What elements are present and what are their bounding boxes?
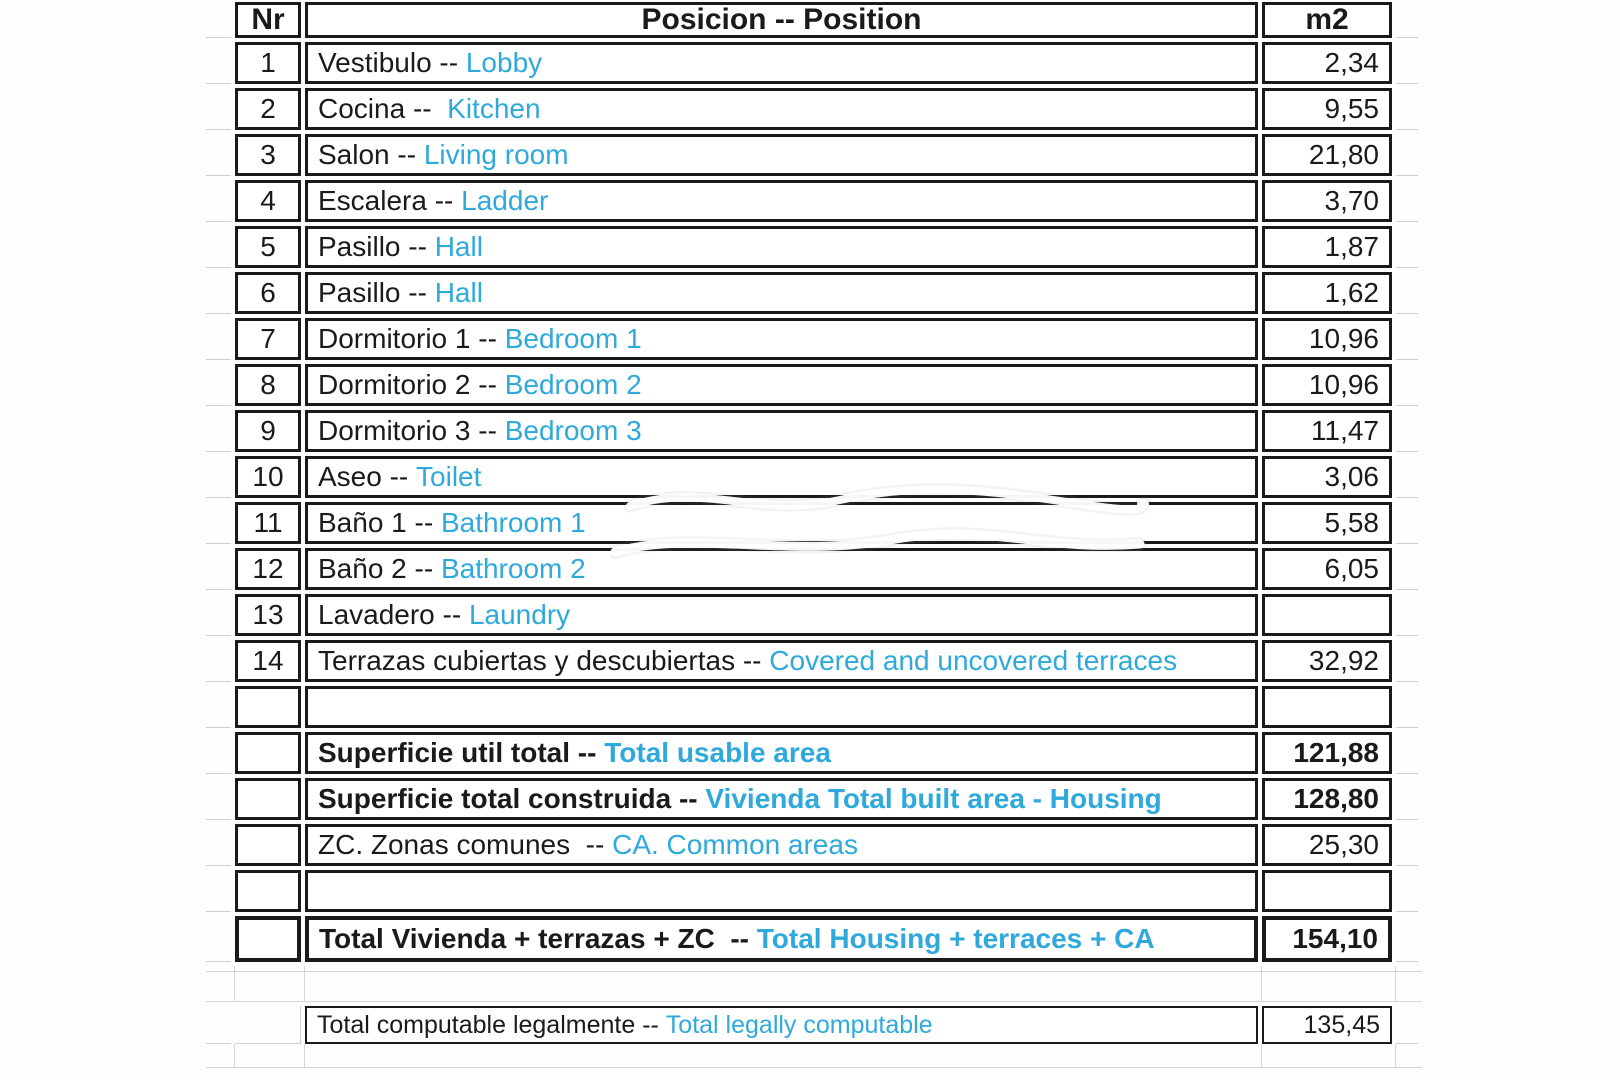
row-number-cell: 4: [235, 180, 301, 222]
row-number-cell: 6: [235, 272, 301, 314]
grand-total-row: [206, 916, 1422, 962]
left-gridline-stub: [206, 594, 231, 636]
table-row-11: [206, 502, 1422, 544]
right-gridline-stub: [1396, 134, 1418, 176]
right-gridline-stub: [1396, 272, 1418, 314]
position-cell: [305, 1006, 1258, 1044]
row-number-cell: 1: [235, 42, 301, 84]
english-label: Total legally computable: [665, 1010, 933, 1039]
english-label: Bathroom 2: [440, 553, 586, 584]
position-cell: [305, 318, 1258, 360]
header-position-label: Posicion -- Position: [641, 3, 922, 36]
table-row-7: [206, 318, 1422, 360]
table-row-10: [206, 456, 1422, 498]
spanish-label: Superficie total construida --: [318, 783, 706, 814]
left-gridline-stub: [206, 1006, 231, 1044]
english-label: Laundry: [468, 599, 571, 630]
spanish-label: Total Vivienda + terrazas + ZC --: [319, 923, 757, 954]
right-gridline-stub: [1396, 226, 1418, 268]
spanish-label: Dormitorio 3 --: [318, 415, 505, 446]
position-cell: [305, 594, 1258, 636]
position-cell: [305, 272, 1258, 314]
left-gridline-stub: [206, 226, 231, 268]
area-value-cell: 10,96: [1262, 364, 1392, 406]
english-label: Hall: [434, 231, 483, 262]
area-value-cell: [1262, 1006, 1392, 1044]
right-gridline-stub: [1396, 732, 1418, 774]
area-value-cell: 9,55: [1262, 88, 1392, 130]
english-label: Lobby: [465, 47, 543, 78]
english-label: Total usable area: [604, 737, 831, 768]
area-value-cell: [1262, 686, 1392, 728]
spanish-label: Pasillo --: [318, 277, 435, 308]
faint-grid-row: [206, 972, 1422, 1002]
right-gridline-stub: [1396, 364, 1418, 406]
spacer-row: [206, 686, 1422, 728]
spanish-label: Salon --: [318, 139, 424, 170]
area-value-cell: 121,88: [1262, 732, 1392, 774]
header-nr-label: Nr: [251, 3, 285, 36]
english-label: Ladder: [461, 185, 549, 216]
table-row-2: [206, 88, 1422, 130]
position-cell: [305, 456, 1258, 498]
area-value-cell: [1262, 870, 1392, 912]
position-cell: [305, 364, 1258, 406]
row-number-cell: 5: [235, 226, 301, 268]
left-gridline-stub: [206, 272, 231, 314]
header-position-cell: [305, 2, 1258, 38]
position-cell: [305, 88, 1258, 130]
area-value-cell: 5,58: [1262, 502, 1392, 544]
right-gridline-stub: [1396, 410, 1418, 452]
row-number-cell: [235, 732, 301, 774]
position-cell: [305, 42, 1258, 84]
faint-grid-row: [206, 1044, 1422, 1068]
right-gridline-stub: [1396, 916, 1418, 962]
right-gridline-stub: [1396, 640, 1418, 682]
position-cell: [305, 732, 1258, 774]
table-row: [206, 824, 1422, 866]
left-gridline-stub: [206, 778, 231, 820]
area-value-cell: 32,92: [1262, 640, 1392, 682]
table-row-6: [206, 272, 1422, 314]
english-label: Toilet: [416, 461, 482, 492]
left-gridline-stub: [206, 686, 231, 728]
table-row-3: [206, 134, 1422, 176]
row-number-cell: 14: [235, 640, 301, 682]
right-gridline-stub: [1396, 88, 1418, 130]
english-label: Bedroom 2: [504, 369, 642, 400]
spanish-label: Dormitorio 1 --: [318, 323, 505, 354]
left-gridline-stub: [206, 456, 231, 498]
area-value-cell: [1262, 594, 1392, 636]
area-value-cell: 154,10: [1262, 916, 1392, 962]
position-cell: [305, 180, 1258, 222]
row-number-cell: 12: [235, 548, 301, 590]
left-gridline-stub: [206, 870, 231, 912]
table-row-12: [206, 548, 1422, 590]
left-gridline-stub: [206, 824, 231, 866]
area-value: 135,45: [1303, 1010, 1380, 1039]
area-value-cell: 3,70: [1262, 180, 1392, 222]
english-label: Total Housing + terraces + CA: [756, 923, 1155, 954]
table-row-1: [206, 42, 1422, 84]
table-row-8: [206, 364, 1422, 406]
header-m2-cell: [1262, 2, 1392, 38]
right-gridline-stub: [1396, 548, 1418, 590]
spanish-label: Terrazas cubiertas y descubiertas --: [318, 645, 770, 676]
position-cell: [305, 686, 1258, 728]
right-gridline-stub: [1396, 1006, 1418, 1044]
position-cell: [305, 870, 1258, 912]
spanish-label: Baño 1 --: [318, 507, 441, 538]
right-gridline-stub: [1396, 594, 1418, 636]
table-row-5: [206, 226, 1422, 268]
area-value-cell: 21,80: [1262, 134, 1392, 176]
table-row-13: [206, 594, 1422, 636]
right-gridline-stub: [1396, 318, 1418, 360]
spanish-label: Total computable legalmente --: [317, 1010, 666, 1039]
right-gridline-stub: [1396, 42, 1418, 84]
position-cell: [305, 824, 1258, 866]
table-row-14: [206, 640, 1422, 682]
spanish-label: Pasillo --: [318, 231, 435, 262]
position-cell: [305, 548, 1258, 590]
left-gridline-stub: [206, 88, 231, 130]
table-header-row: [206, 2, 1422, 38]
english-label: Kitchen: [447, 93, 541, 124]
spanish-label: Dormitorio 2 --: [318, 369, 505, 400]
subtotal-row: [206, 732, 1422, 774]
spanish-label: Cocina --: [318, 93, 448, 124]
subtotal-row: [206, 778, 1422, 820]
english-label: Covered and uncovered terraces: [769, 645, 1178, 676]
position-cell: [305, 410, 1258, 452]
left-gridline-stub: [206, 640, 231, 682]
left-gridline-stub: [206, 180, 231, 222]
spanish-label: Aseo --: [318, 461, 417, 492]
position-cell: [305, 502, 1258, 544]
row-number-cell: [235, 870, 301, 912]
row-number-cell: 10: [235, 456, 301, 498]
spanish-label: Superficie util total --: [318, 737, 605, 768]
english-label: Bedroom 3: [504, 415, 642, 446]
spanish-label: Vestibulo --: [318, 47, 466, 78]
area-table: [206, 2, 1422, 1068]
area-value-cell: 2,34: [1262, 42, 1392, 84]
right-gridline-stub: [1396, 456, 1418, 498]
row-number-cell: 2: [235, 88, 301, 130]
area-value-cell: 3,06: [1262, 456, 1392, 498]
left-gridline-stub: [206, 916, 231, 962]
right-gridline-stub: [1396, 180, 1418, 222]
spanish-label: Baño 2 --: [318, 553, 441, 584]
right-gridline-stub: [1396, 686, 1418, 728]
area-value-cell: 10,96: [1262, 318, 1392, 360]
left-gridline-stub: [206, 42, 231, 84]
left-gridline-stub: [206, 364, 231, 406]
table-row-4: [206, 180, 1422, 222]
table-row-9: [206, 410, 1422, 452]
row-number-cell: [235, 686, 301, 728]
spanish-label: Escalera --: [318, 185, 462, 216]
row-number-cell: 13: [235, 594, 301, 636]
right-gridline-stub: [1396, 778, 1418, 820]
right-gridline-stub: [1396, 502, 1418, 544]
row-number-cell: [235, 824, 301, 866]
spanish-label: Lavadero --: [318, 599, 469, 630]
table-body: [206, 42, 1422, 962]
spacer-row: [206, 870, 1422, 912]
spanish-label: ZC. Zonas comunes --: [318, 829, 613, 860]
right-gridline-stub: [1396, 2, 1418, 38]
english-label: Hall: [434, 277, 483, 308]
area-value-cell: 1,62: [1262, 272, 1392, 314]
left-gridline-stub: [206, 410, 231, 452]
position-cell: [305, 134, 1258, 176]
area-value-cell: 6,05: [1262, 548, 1392, 590]
left-gridline-stub: [206, 548, 231, 590]
left-gridline-stub: [206, 2, 231, 38]
position-cell: [305, 640, 1258, 682]
row-number-cell-empty: [235, 1006, 301, 1044]
english-label: CA. Common areas: [612, 829, 858, 860]
left-gridline-stub: [206, 134, 231, 176]
header-m2-label: m2: [1305, 3, 1349, 36]
area-value-cell: 25,30: [1262, 824, 1392, 866]
position-cell: [305, 916, 1258, 962]
left-gridline-stub: [206, 732, 231, 774]
right-gridline-stub: [1396, 824, 1418, 866]
position-cell: [305, 778, 1258, 820]
legal-total-row: [206, 1006, 1422, 1044]
english-label: Bathroom 1: [440, 507, 586, 538]
area-value-cell: 11,47: [1262, 410, 1392, 452]
english-label: Bedroom 1: [504, 323, 642, 354]
header-nr-cell: [235, 2, 301, 38]
left-gridline-stub: [206, 318, 231, 360]
area-value-cell: 1,87: [1262, 226, 1392, 268]
right-gridline-stub: [1396, 870, 1418, 912]
english-label: Vivienda Total built area - Housing: [705, 783, 1162, 814]
row-number-cell: [235, 916, 301, 962]
row-number-cell: 8: [235, 364, 301, 406]
position-cell: [305, 226, 1258, 268]
row-number-cell: [235, 778, 301, 820]
row-number-cell: 7: [235, 318, 301, 360]
english-label: Living room: [423, 139, 569, 170]
row-number-cell: 11: [235, 502, 301, 544]
row-number-cell: 9: [235, 410, 301, 452]
area-value-cell: 128,80: [1262, 778, 1392, 820]
row-number-cell: 3: [235, 134, 301, 176]
left-gridline-stub: [206, 502, 231, 544]
